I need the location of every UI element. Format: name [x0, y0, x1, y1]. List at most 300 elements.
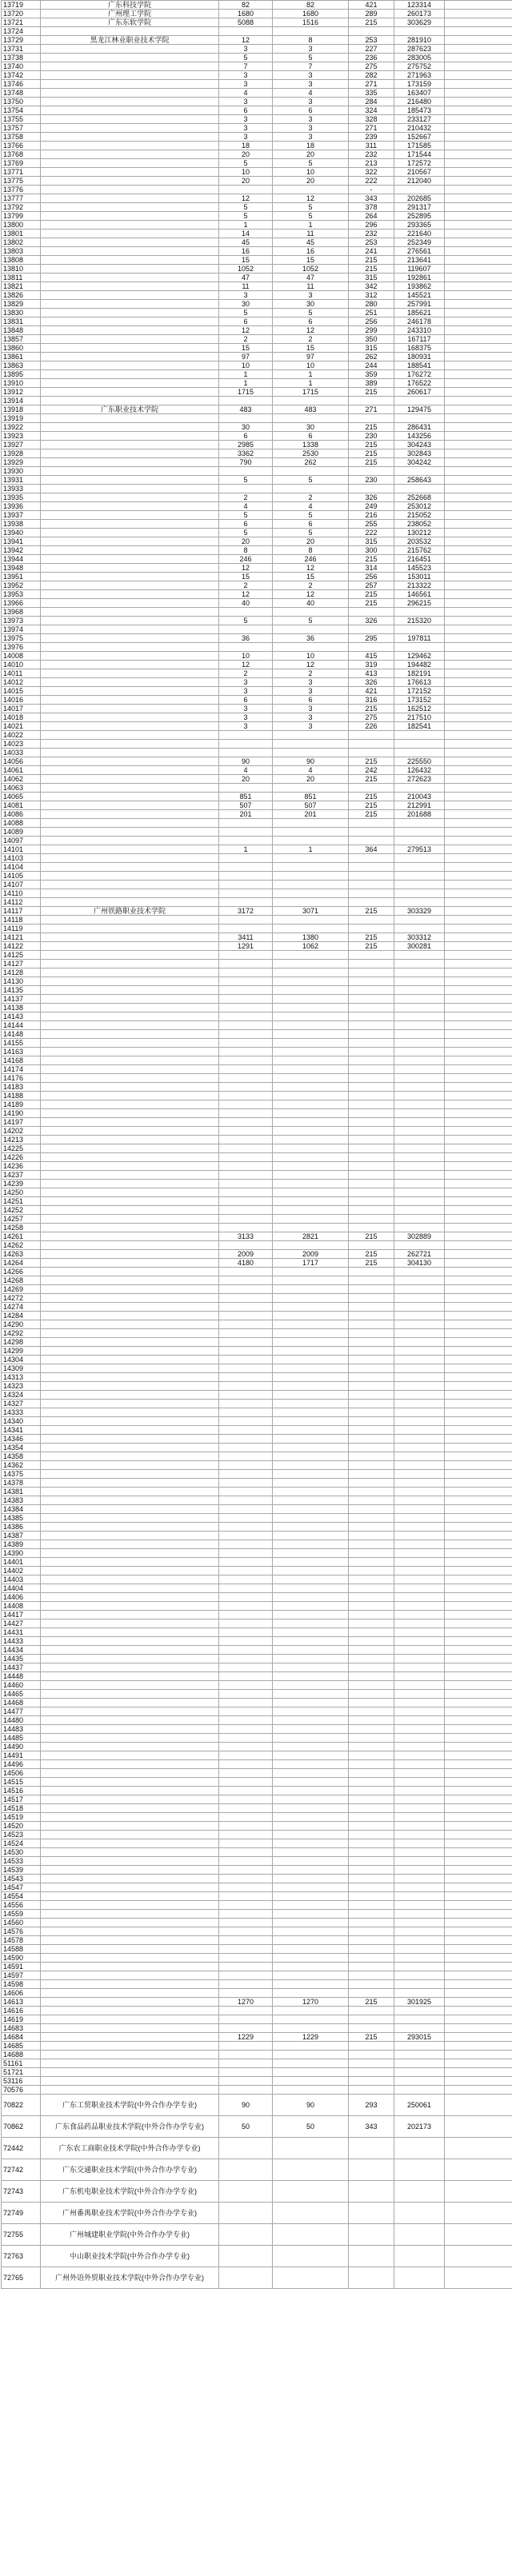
- school-code-cell: 14613: [2, 1998, 41, 2007]
- plan-count-cell: 12: [219, 590, 273, 599]
- min-rank-cell: [394, 1540, 445, 1549]
- min-rank-cell: 123314: [394, 1, 445, 10]
- empty-cell: [445, 608, 512, 617]
- admitted-count-cell: [273, 1127, 349, 1136]
- table-row: [2, 1224, 512, 1232]
- school-name-cell: [41, 1268, 219, 1276]
- school-code-cell: 13801: [2, 230, 41, 238]
- min-rank-cell: [394, 1734, 445, 1743]
- table-row: [2, 89, 512, 98]
- school-name-cell: [41, 212, 219, 221]
- plan-count-cell: [219, 1197, 273, 1206]
- min-score-cell: [349, 951, 394, 960]
- table-row: [2, 766, 512, 775]
- min-rank-cell: 153011: [394, 573, 445, 581]
- school-name-cell: [41, 837, 219, 845]
- admitted-count-cell: 5: [273, 159, 349, 168]
- min-rank-cell: [394, 1215, 445, 1224]
- admitted-count-cell: [273, 1065, 349, 1074]
- admitted-count-cell: [273, 1734, 349, 1743]
- admitted-count-cell: [273, 1593, 349, 1602]
- table-row: [2, 837, 512, 845]
- min-rank-cell: 202685: [394, 194, 445, 203]
- school-code-cell: 13758: [2, 133, 41, 142]
- empty-cell: [445, 441, 512, 449]
- min-score-cell: 215: [349, 810, 394, 819]
- min-score-cell: 326: [349, 493, 394, 502]
- school-name-cell: [41, 1892, 219, 1901]
- school-code-cell: 14121: [2, 933, 41, 942]
- school-code-cell: 14263: [2, 1250, 41, 1259]
- admitted-count-cell: 2: [273, 581, 349, 590]
- empty-cell: [445, 907, 512, 916]
- empty-cell: [445, 2138, 512, 2159]
- admitted-count-cell: [273, 1567, 349, 1576]
- min-rank-cell: 210043: [394, 793, 445, 801]
- admitted-count-cell: [273, 1452, 349, 1461]
- min-rank-cell: 252895: [394, 212, 445, 221]
- min-score-cell: [349, 1699, 394, 1707]
- school-code-cell: 14324: [2, 1391, 41, 1400]
- empty-cell: [445, 282, 512, 291]
- min-score-cell: 296: [349, 221, 394, 230]
- min-score-cell: 322: [349, 168, 394, 177]
- table-row: [2, 1030, 512, 1039]
- plan-count-cell: [219, 1373, 273, 1382]
- school-code-cell: 14097: [2, 837, 41, 845]
- table-row: [2, 256, 512, 265]
- plan-count-cell: 12: [219, 36, 273, 45]
- empty-cell: [445, 625, 512, 634]
- school-code-cell: 13740: [2, 62, 41, 71]
- plan-count-cell: [219, 1382, 273, 1391]
- admitted-count-cell: [273, 1171, 349, 1180]
- min-rank-cell: 203532: [394, 537, 445, 546]
- school-name-cell: [41, 379, 219, 388]
- admitted-count-cell: [273, 977, 349, 986]
- school-code-cell: 14483: [2, 1725, 41, 1734]
- school-name-cell: [41, 1074, 219, 1083]
- min-score-cell: 215: [349, 256, 394, 265]
- table-row: [2, 1188, 512, 1197]
- school-code-cell: 13966: [2, 599, 41, 608]
- min-score-cell: [349, 1479, 394, 1488]
- min-score-cell: -: [349, 186, 394, 194]
- min-score-cell: [349, 731, 394, 740]
- empty-cell: [445, 2024, 512, 2033]
- table-row: [2, 1699, 512, 1707]
- school-name-cell: [41, 133, 219, 142]
- min-rank-cell: 172572: [394, 159, 445, 168]
- table-row: [2, 608, 512, 617]
- school-code-cell: 13918: [2, 405, 41, 414]
- admitted-count-cell: [273, 784, 349, 793]
- plan-count-cell: [219, 1435, 273, 1444]
- plan-count-cell: [219, 397, 273, 405]
- empty-cell: [445, 1919, 512, 1927]
- empty-cell: [445, 819, 512, 828]
- min-score-cell: [349, 1320, 394, 1329]
- school-code-cell: 14496: [2, 1760, 41, 1769]
- min-score-cell: [349, 1452, 394, 1461]
- school-code-cell: 13766: [2, 142, 41, 150]
- school-code-cell: 13748: [2, 89, 41, 98]
- empty-cell: [445, 1470, 512, 1479]
- plan-count-cell: [219, 1892, 273, 1901]
- school-name-cell: [41, 1760, 219, 1769]
- admitted-count-cell: [273, 2007, 349, 2015]
- school-code-cell: 13808: [2, 256, 41, 265]
- table-row: [2, 925, 512, 933]
- plan-count-cell: 47: [219, 274, 273, 282]
- plan-count-cell: [219, 1611, 273, 1619]
- admitted-count-cell: [273, 1558, 349, 1567]
- min-rank-cell: 260617: [394, 388, 445, 397]
- admitted-count-cell: [273, 960, 349, 968]
- admitted-count-cell: 6: [273, 432, 349, 441]
- admitted-count-cell: [273, 1576, 349, 1584]
- plan-count-cell: [219, 1461, 273, 1470]
- table-row: [2, 361, 512, 370]
- plan-count-cell: [219, 1356, 273, 1364]
- school-code-cell: 13944: [2, 555, 41, 564]
- school-code-cell: 13848: [2, 326, 41, 335]
- plan-count-cell: [219, 1012, 273, 1021]
- plan-count-cell: [219, 1734, 273, 1743]
- school-code-cell: 13768: [2, 150, 41, 159]
- min-rank-cell: 215320: [394, 617, 445, 625]
- table-row: [2, 1760, 512, 1769]
- admitted-count-cell: [273, 1681, 349, 1690]
- school-code-cell: 14684: [2, 2033, 41, 2042]
- table-row: [2, 124, 512, 133]
- school-name-cell: [41, 845, 219, 854]
- plan-count-cell: [219, 2007, 273, 2015]
- admitted-count-cell: 7: [273, 62, 349, 71]
- plan-count-cell: [219, 960, 273, 968]
- table-row: [2, 1056, 512, 1065]
- school-code-cell: 14323: [2, 1382, 41, 1391]
- min-score-cell: [349, 828, 394, 837]
- table-row: [2, 133, 512, 142]
- min-score-cell: [349, 2138, 394, 2159]
- school-code-cell: 14225: [2, 1144, 41, 1153]
- table-row: [2, 2059, 512, 2068]
- empty-cell: [445, 731, 512, 740]
- admitted-count-cell: [273, 1919, 349, 1927]
- min-rank-cell: [394, 2224, 445, 2246]
- admitted-count-cell: 1380: [273, 933, 349, 942]
- min-rank-cell: 215762: [394, 546, 445, 555]
- empty-cell: [445, 300, 512, 309]
- school-code-cell: 13928: [2, 449, 41, 458]
- min-score-cell: 215: [349, 458, 394, 467]
- admitted-count-cell: [273, 1848, 349, 1857]
- school-name-cell: [41, 1822, 219, 1831]
- min-score-cell: [349, 1831, 394, 1839]
- min-score-cell: [349, 485, 394, 493]
- min-score-cell: 315: [349, 344, 394, 353]
- plan-count-cell: [219, 2042, 273, 2051]
- empty-cell: [445, 1188, 512, 1197]
- plan-count-cell: [219, 2068, 273, 2077]
- min-score-cell: [349, 1655, 394, 1663]
- min-rank-cell: 213322: [394, 581, 445, 590]
- admitted-count-cell: [273, 467, 349, 476]
- plan-count-cell: 7: [219, 62, 273, 71]
- min-rank-cell: 185473: [394, 106, 445, 115]
- table-row: [2, 1795, 512, 1804]
- school-name-cell: [41, 1927, 219, 1936]
- plan-count-cell: [219, 1619, 273, 1628]
- school-name-cell: [41, 1681, 219, 1690]
- school-code-cell: 72442: [2, 2138, 41, 2159]
- min-rank-cell: 173159: [394, 80, 445, 89]
- empty-cell: [445, 1391, 512, 1400]
- school-name-cell: [41, 529, 219, 537]
- table-row: [2, 1971, 512, 1980]
- table-row: [2, 968, 512, 977]
- school-code-cell: 14127: [2, 960, 41, 968]
- empty-cell: [445, 247, 512, 256]
- empty-cell: [445, 1593, 512, 1602]
- school-code-cell: 14022: [2, 731, 41, 740]
- empty-cell: [445, 889, 512, 898]
- min-rank-cell: [394, 1936, 445, 1945]
- min-score-cell: [349, 881, 394, 889]
- min-score-cell: [349, 1100, 394, 1109]
- empty-cell: [445, 872, 512, 881]
- min-score-cell: [349, 2203, 394, 2224]
- table-row: [2, 1320, 512, 1329]
- min-rank-cell: 185621: [394, 309, 445, 318]
- min-score-cell: 378: [349, 203, 394, 212]
- min-score-cell: [349, 2267, 394, 2289]
- min-rank-cell: 293015: [394, 2033, 445, 2042]
- plan-count-cell: [219, 2077, 273, 2086]
- admitted-count-cell: [273, 1180, 349, 1188]
- min-score-cell: [349, 1144, 394, 1153]
- plan-count-cell: [219, 2159, 273, 2181]
- plan-count-cell: 5: [219, 212, 273, 221]
- table-row: [2, 432, 512, 441]
- school-name-cell: [41, 1435, 219, 1444]
- plan-count-cell: 90: [219, 2095, 273, 2116]
- empty-cell: [445, 1787, 512, 1795]
- school-name-cell: [41, 247, 219, 256]
- plan-count-cell: [219, 1391, 273, 1400]
- table-row: [2, 845, 512, 854]
- table-row: [2, 1707, 512, 1716]
- table-row: [2, 379, 512, 388]
- school-name-cell: [41, 1004, 219, 1012]
- empty-cell: [445, 212, 512, 221]
- min-rank-cell: [394, 1707, 445, 1716]
- min-score-cell: [349, 467, 394, 476]
- school-code-cell: 13757: [2, 124, 41, 133]
- empty-cell: [445, 186, 512, 194]
- school-name-cell: [41, 1672, 219, 1681]
- plan-count-cell: [219, 1576, 273, 1584]
- plan-count-cell: 4180: [219, 1259, 273, 1268]
- min-rank-cell: 303629: [394, 18, 445, 27]
- school-code-cell: 14341: [2, 1426, 41, 1435]
- school-code-cell: 13929: [2, 458, 41, 467]
- table-row: [2, 652, 512, 661]
- school-name-cell: [41, 1690, 219, 1699]
- admitted-count-cell: [273, 2138, 349, 2159]
- min-rank-cell: [394, 2042, 445, 2051]
- min-score-cell: [349, 1303, 394, 1312]
- table-row: [2, 731, 512, 740]
- min-score-cell: [349, 1048, 394, 1056]
- admitted-count-cell: [273, 1778, 349, 1787]
- min-score-cell: 215: [349, 441, 394, 449]
- min-rank-cell: 212040: [394, 177, 445, 186]
- school-name-cell: [41, 740, 219, 749]
- empty-cell: [445, 230, 512, 238]
- min-score-cell: [349, 1373, 394, 1382]
- table-row: [2, 1576, 512, 1584]
- min-rank-cell: 304243: [394, 441, 445, 449]
- plan-count-cell: [219, 1127, 273, 1136]
- min-rank-cell: [394, 1769, 445, 1778]
- admitted-count-cell: 12: [273, 590, 349, 599]
- min-rank-cell: [394, 1496, 445, 1505]
- min-score-cell: [349, 1065, 394, 1074]
- school-code-cell: 13910: [2, 379, 41, 388]
- plan-count-cell: [219, 1760, 273, 1769]
- empty-cell: [445, 1496, 512, 1505]
- plan-count-cell: [219, 1831, 273, 1839]
- table-row: [2, 1813, 512, 1822]
- school-code-cell: 14606: [2, 1989, 41, 1998]
- min-score-cell: 230: [349, 432, 394, 441]
- empty-cell: [445, 1206, 512, 1215]
- min-score-cell: 251: [349, 309, 394, 318]
- min-score-cell: [349, 1364, 394, 1373]
- empty-cell: [445, 326, 512, 335]
- school-name-cell: [41, 1875, 219, 1883]
- plan-count-cell: [219, 625, 273, 634]
- min-score-cell: [349, 1241, 394, 1250]
- school-name-cell: [41, 98, 219, 106]
- empty-cell: [445, 1628, 512, 1637]
- table-row: [2, 1523, 512, 1532]
- school-name-cell: [41, 1109, 219, 1118]
- min-rank-cell: [394, 837, 445, 845]
- empty-cell: [445, 203, 512, 212]
- school-code-cell: 72755: [2, 2224, 41, 2246]
- empty-cell: [445, 1743, 512, 1751]
- table-row: [2, 1989, 512, 1998]
- school-name-cell: [41, 2051, 219, 2059]
- empty-cell: [445, 854, 512, 863]
- school-code-cell: 13826: [2, 291, 41, 300]
- table-row: [2, 898, 512, 907]
- school-code-cell: 72742: [2, 2159, 41, 2181]
- school-name-cell: [41, 1655, 219, 1663]
- min-rank-cell: [394, 1663, 445, 1672]
- admitted-count-cell: 12: [273, 564, 349, 573]
- empty-cell: [445, 766, 512, 775]
- school-code-cell: 14065: [2, 793, 41, 801]
- min-score-cell: 271: [349, 405, 394, 414]
- school-code-cell: 13861: [2, 353, 41, 361]
- table-row: [2, 854, 512, 863]
- min-score-cell: [349, 2086, 394, 2095]
- school-name-cell: [41, 1699, 219, 1707]
- admitted-count-cell: 12: [273, 194, 349, 203]
- min-rank-cell: [394, 1030, 445, 1039]
- school-code-cell: 14556: [2, 1901, 41, 1910]
- empty-cell: [445, 1100, 512, 1109]
- empty-cell: [445, 881, 512, 889]
- school-name-cell: [41, 898, 219, 907]
- min-rank-cell: 304242: [394, 458, 445, 467]
- school-code-cell: 13941: [2, 537, 41, 546]
- min-rank-cell: [394, 1408, 445, 1417]
- admitted-count-cell: [273, 1496, 349, 1505]
- table-row: [2, 1681, 512, 1690]
- school-name-cell: [41, 1778, 219, 1787]
- school-code-cell: 53116: [2, 2077, 41, 2086]
- school-name-cell: [41, 1426, 219, 1435]
- empty-cell: [445, 397, 512, 405]
- table-row: [2, 1919, 512, 1927]
- min-rank-cell: [394, 1171, 445, 1180]
- admitted-count-cell: [273, 1039, 349, 1048]
- admitted-count-cell: [273, 1338, 349, 1347]
- school-name-cell: [41, 309, 219, 318]
- min-rank-cell: [394, 1743, 445, 1751]
- school-name-cell: [41, 1963, 219, 1971]
- empty-cell: [445, 1259, 512, 1268]
- min-rank-cell: [394, 2007, 445, 2015]
- min-score-cell: [349, 2077, 394, 2086]
- admitted-count-cell: 30: [273, 300, 349, 309]
- school-code-cell: 14061: [2, 766, 41, 775]
- empty-cell: [445, 405, 512, 414]
- school-name-cell: [41, 89, 219, 98]
- min-rank-cell: 301925: [394, 1998, 445, 2007]
- school-code-cell: 14340: [2, 1417, 41, 1426]
- school-code-cell: 14685: [2, 2042, 41, 2051]
- plan-count-cell: 4: [219, 89, 273, 98]
- empty-cell: [445, 581, 512, 590]
- school-name-cell: [41, 1945, 219, 1954]
- plan-count-cell: [219, 2138, 273, 2159]
- min-score-cell: [349, 1602, 394, 1611]
- min-score-cell: 215: [349, 793, 394, 801]
- table-row: [2, 1118, 512, 1127]
- min-rank-cell: [394, 1822, 445, 1831]
- school-code-cell: 14155: [2, 1039, 41, 1048]
- plan-count-cell: 5: [219, 511, 273, 520]
- table-row: [2, 1435, 512, 1444]
- school-name-cell: [41, 793, 219, 801]
- school-code-cell: 14417: [2, 1611, 41, 1619]
- table-row: [2, 634, 512, 643]
- admitted-count-cell: [273, 1716, 349, 1725]
- plan-count-cell: 6: [219, 696, 273, 705]
- school-code-cell: 14520: [2, 1822, 41, 1831]
- min-rank-cell: [394, 986, 445, 995]
- plan-count-cell: 851: [219, 793, 273, 801]
- empty-cell: [445, 599, 512, 608]
- table-row: [2, 80, 512, 89]
- plan-count-cell: [219, 1866, 273, 1875]
